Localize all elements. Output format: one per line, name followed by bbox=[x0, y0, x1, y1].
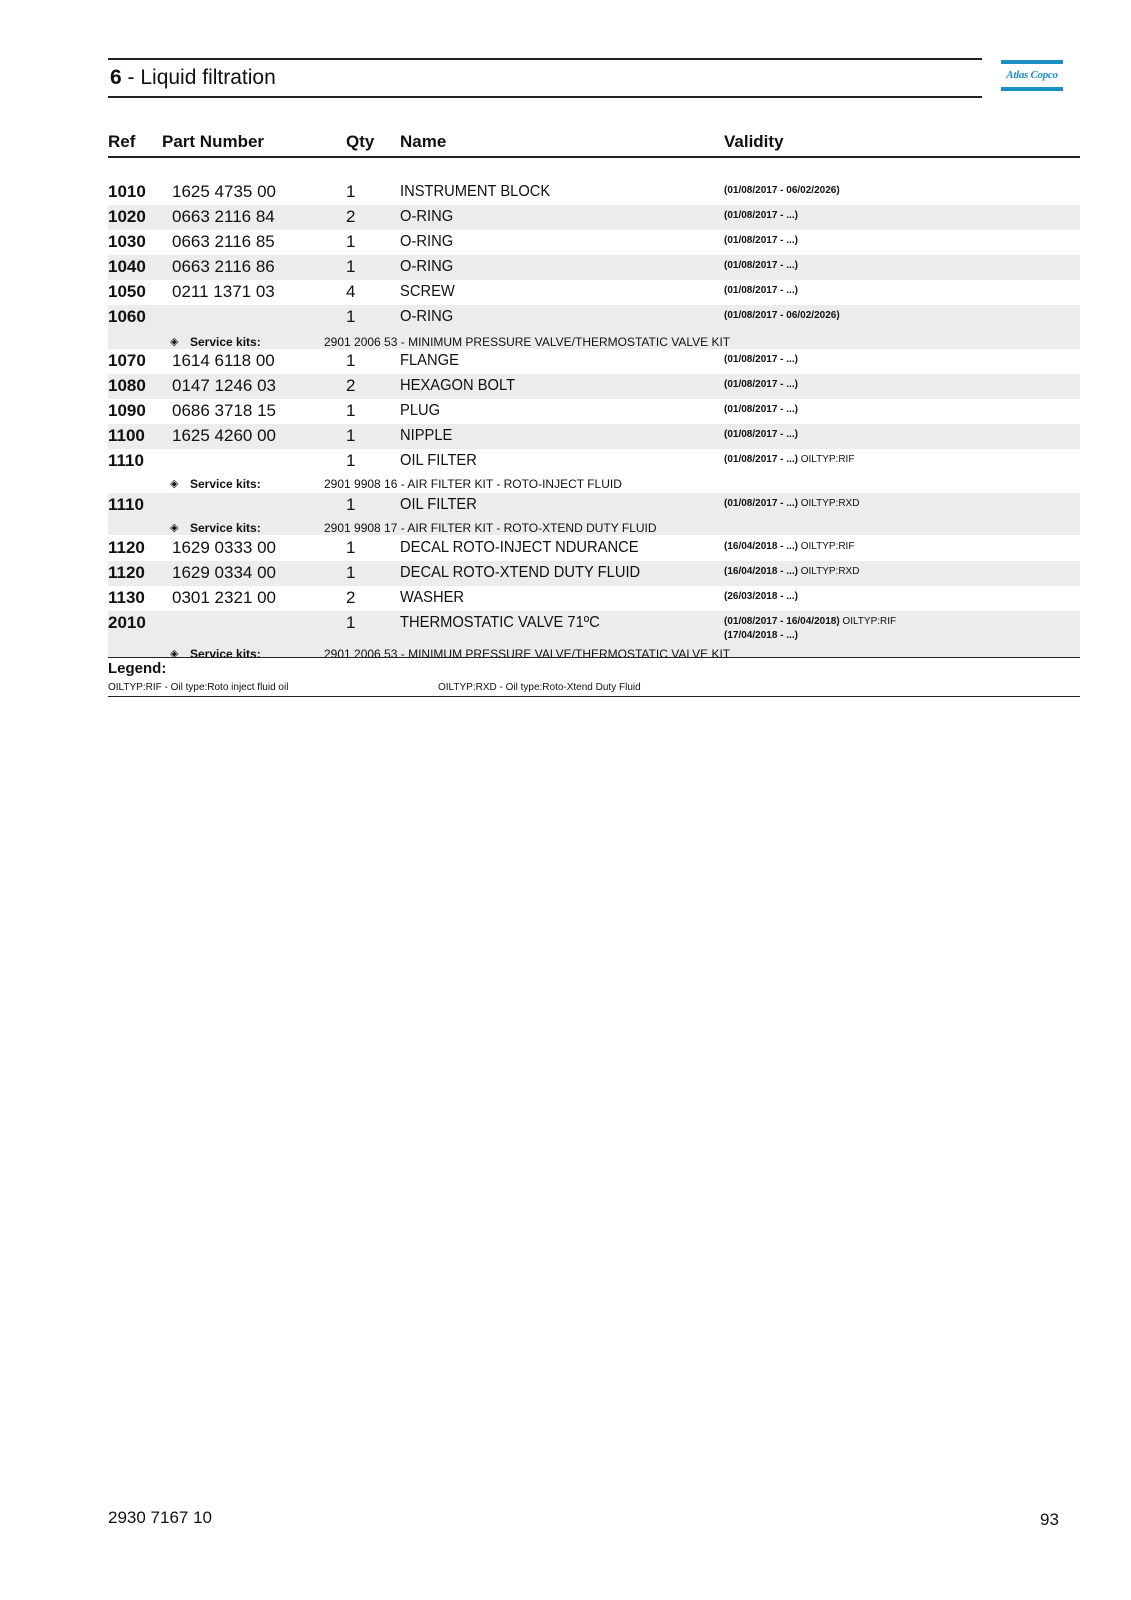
row-qty: 1 bbox=[346, 426, 356, 445]
row-validity-extra: OILTYP:RXD bbox=[797, 498, 860, 509]
table-row bbox=[108, 255, 1080, 280]
table-row bbox=[108, 611, 1080, 661]
row-validity-extra: OILTYP:RIF bbox=[797, 454, 855, 465]
row-ref: 1110 bbox=[108, 495, 144, 514]
row-validity-dates: (16/04/2018 - ...) bbox=[724, 541, 798, 552]
row-ref: 1090 bbox=[108, 401, 146, 420]
row-validity bbox=[724, 616, 896, 627]
table-row bbox=[108, 493, 1080, 535]
table-row bbox=[108, 536, 1080, 561]
row-part-number: 0663 2116 85 bbox=[172, 232, 275, 251]
row-part-number: 0686 3718 15 bbox=[172, 401, 276, 420]
row-validity bbox=[724, 541, 854, 552]
row-validity-dates: (01/08/2017 - ...) bbox=[724, 454, 798, 465]
table-row bbox=[108, 586, 1080, 611]
row-part-number: 1625 4735 00 bbox=[172, 182, 276, 201]
atlas-copco-logo bbox=[1001, 60, 1063, 92]
diamond-icon: ◈ bbox=[170, 478, 179, 490]
row-qty: 1 bbox=[346, 257, 356, 276]
table-row bbox=[108, 424, 1080, 449]
row-validity bbox=[724, 429, 798, 440]
header-divider bbox=[108, 156, 1080, 158]
row-qty: 1 bbox=[346, 495, 356, 514]
row-validity bbox=[724, 285, 798, 296]
legend-title: Legend: bbox=[108, 660, 167, 677]
row-validity-dates: (01/08/2017 - ...) bbox=[724, 260, 798, 271]
row-name: DECAL ROTO-XTEND DUTY FLUID bbox=[400, 564, 641, 581]
row-ref: 1100 bbox=[108, 426, 145, 445]
row-qty: 1 bbox=[346, 613, 356, 632]
service-kit-text: 2901 9908 17 - AIR FILTER KIT - ROTO-XTEND DUTY FLUID bbox=[324, 521, 657, 535]
row-name: O-RING bbox=[400, 233, 454, 250]
row-qty: 2 bbox=[346, 207, 356, 226]
row-validity-dates: (01/08/2017 - ...) bbox=[724, 210, 798, 221]
table-row bbox=[108, 399, 1080, 424]
row-validity-dates: (26/03/2018 - ...) bbox=[724, 591, 798, 602]
row-validity-dates: (01/08/2017 - 06/02/2026) bbox=[724, 310, 840, 321]
row-name: OIL FILTER bbox=[400, 452, 477, 469]
row-validity-dates: (01/08/2017 - 16/04/2018) bbox=[724, 616, 840, 627]
row-part-number: 1629 0333 00 bbox=[172, 538, 276, 557]
row-validity bbox=[724, 260, 798, 271]
table-row bbox=[108, 180, 1080, 205]
service-kits-label: Service kits: bbox=[190, 521, 261, 535]
row-qty: 1 bbox=[346, 351, 356, 370]
legend-divider-bottom bbox=[108, 696, 1080, 697]
row-part-number: 1629 0334 00 bbox=[172, 563, 276, 582]
section-number: 6 bbox=[110, 66, 122, 89]
row-ref: 1080 bbox=[108, 376, 146, 395]
row-validity bbox=[724, 566, 859, 577]
service-kits-label: Service kits: bbox=[190, 647, 261, 661]
row-validity-dates: (01/08/2017 - ...) bbox=[724, 429, 798, 440]
row-validity-dates: (01/08/2017 - ...) bbox=[724, 354, 798, 365]
row-ref: 1050 bbox=[108, 282, 146, 301]
logo-bar-bottom bbox=[1001, 87, 1063, 91]
legend-divider-top bbox=[108, 657, 1080, 658]
table-row bbox=[108, 305, 1080, 349]
row-name: INSTRUMENT BLOCK bbox=[400, 183, 551, 200]
row-validity-dates: (01/08/2017 - 06/02/2026) bbox=[724, 185, 840, 196]
row-validity bbox=[724, 354, 798, 365]
row-validity-extra: OILTYP:RIF bbox=[839, 616, 897, 627]
row-name: THERMOSTATIC VALVE 71ºC bbox=[400, 614, 600, 631]
row-ref: 2010 bbox=[108, 613, 146, 632]
row-validity-dates: (01/08/2017 - ...) bbox=[724, 235, 798, 246]
table-row bbox=[108, 205, 1080, 230]
row-validity bbox=[724, 404, 798, 415]
row-validity bbox=[724, 185, 840, 196]
service-kit-text: 2901 2006 53 - MINIMUM PRESSURE VALVE/THERMOSTATIC VALVE KIT bbox=[324, 335, 731, 349]
row-ref: 1070 bbox=[108, 351, 146, 370]
document-number: 2930 7167 10 bbox=[108, 1508, 212, 1527]
column-header-part-number: Part Number bbox=[162, 132, 265, 151]
row-validity-dates: (01/08/2017 - ...) bbox=[724, 404, 798, 415]
row-validity-extra: OILTYP:RXD bbox=[797, 566, 860, 577]
row-validity bbox=[724, 591, 798, 602]
row-part-number: 0663 2116 86 bbox=[172, 257, 275, 276]
row-qty: 2 bbox=[346, 376, 356, 395]
row-ref: 1010 bbox=[108, 182, 146, 201]
column-header-ref: Ref bbox=[108, 132, 136, 151]
row-part-number: 0301 2321 00 bbox=[172, 588, 276, 607]
section-header bbox=[108, 58, 982, 98]
row-validity bbox=[724, 454, 854, 465]
table-row bbox=[108, 349, 1080, 374]
row-validity-extra: OILTYP:RIF bbox=[797, 541, 855, 552]
section-title bbox=[110, 66, 276, 90]
section-title-text: - Liquid filtration bbox=[121, 66, 276, 89]
legend-item: OILTYP:RIF - Oil type:Roto inject fluid oil bbox=[108, 682, 289, 693]
row-validity-dates: (01/08/2017 - ...) bbox=[724, 285, 798, 296]
row-name: PLUG bbox=[400, 402, 441, 419]
row-qty: 1 bbox=[346, 307, 356, 326]
table-row bbox=[108, 230, 1080, 255]
table-row bbox=[108, 280, 1080, 305]
row-name: HEXAGON BOLT bbox=[400, 377, 516, 394]
legend-item: OILTYP:RXD - Oil type:Roto-Xtend Duty Fluid bbox=[438, 682, 641, 693]
row-part-number: 0663 2116 84 bbox=[172, 207, 275, 226]
diamond-icon: ◈ bbox=[170, 522, 179, 534]
row-ref: 1120 bbox=[108, 563, 145, 582]
row-name: SCREW bbox=[400, 283, 455, 300]
column-header-qty: Qty bbox=[346, 132, 375, 151]
row-validity-dates: (01/08/2017 - ...) bbox=[724, 379, 798, 390]
row-qty: 1 bbox=[346, 182, 356, 201]
page-number: 93 bbox=[1040, 1510, 1059, 1529]
row-part-number: 0211 1371 03 bbox=[172, 282, 275, 301]
row-validity-dates: (16/04/2018 - ...) bbox=[724, 566, 798, 577]
row-validity-line2: (17/04/2018 - ...) bbox=[724, 630, 798, 641]
row-ref: 1060 bbox=[108, 307, 146, 326]
row-ref: 1040 bbox=[108, 257, 146, 276]
column-header-name: Name bbox=[400, 132, 447, 151]
diamond-icon: ◈ bbox=[170, 648, 179, 660]
row-validity bbox=[724, 310, 840, 321]
row-ref: 1120 bbox=[108, 538, 145, 557]
row-qty: 1 bbox=[346, 451, 356, 470]
row-name: FLANGE bbox=[400, 352, 459, 369]
row-name: NIPPLE bbox=[400, 427, 453, 444]
logo-bar-top bbox=[1001, 60, 1063, 64]
row-validity bbox=[724, 235, 798, 246]
table-row bbox=[108, 449, 1080, 491]
service-kit-text: 2901 9908 16 - AIR FILTER KIT - ROTO-INJECT FLUID bbox=[324, 477, 622, 491]
service-kit-text: 2901 2006 53 - MINIMUM PRESSURE VALVE/THERMOSTATIC VALVE KIT bbox=[324, 647, 731, 661]
row-ref: 1020 bbox=[108, 207, 146, 226]
row-name: O-RING bbox=[400, 208, 454, 225]
row-ref: 1130 bbox=[108, 588, 145, 607]
row-ref: 1110 bbox=[108, 451, 144, 470]
row-validity bbox=[724, 379, 798, 390]
row-name: DECAL ROTO-INJECT NDURANCE bbox=[400, 539, 639, 556]
row-validity bbox=[724, 210, 798, 221]
row-qty: 1 bbox=[346, 401, 356, 420]
row-part-number: 1614 6118 00 bbox=[172, 351, 275, 370]
row-name: OIL FILTER bbox=[400, 496, 477, 513]
table-row bbox=[108, 561, 1080, 586]
row-part-number: 0147 1246 03 bbox=[172, 376, 276, 395]
row-qty: 1 bbox=[346, 538, 356, 557]
row-qty: 2 bbox=[346, 588, 356, 607]
row-ref: 1030 bbox=[108, 232, 146, 251]
column-header-validity: Validity bbox=[724, 132, 784, 151]
row-validity-dates: (01/08/2017 - ...) bbox=[724, 498, 798, 509]
row-qty: 1 bbox=[346, 563, 356, 582]
table-row bbox=[108, 374, 1080, 399]
row-name: O-RING bbox=[400, 258, 454, 275]
diamond-icon: ◈ bbox=[170, 336, 179, 348]
service-kits-label: Service kits: bbox=[190, 477, 261, 491]
row-validity bbox=[724, 498, 859, 509]
row-name: WASHER bbox=[400, 589, 465, 606]
row-qty: 1 bbox=[346, 232, 356, 251]
service-kits-label: Service kits: bbox=[190, 335, 261, 349]
row-name: O-RING bbox=[400, 308, 454, 325]
logo-text: Atlas Copco bbox=[1006, 69, 1058, 81]
row-qty: 4 bbox=[346, 282, 356, 301]
row-part-number: 1625 4260 00 bbox=[172, 426, 276, 445]
